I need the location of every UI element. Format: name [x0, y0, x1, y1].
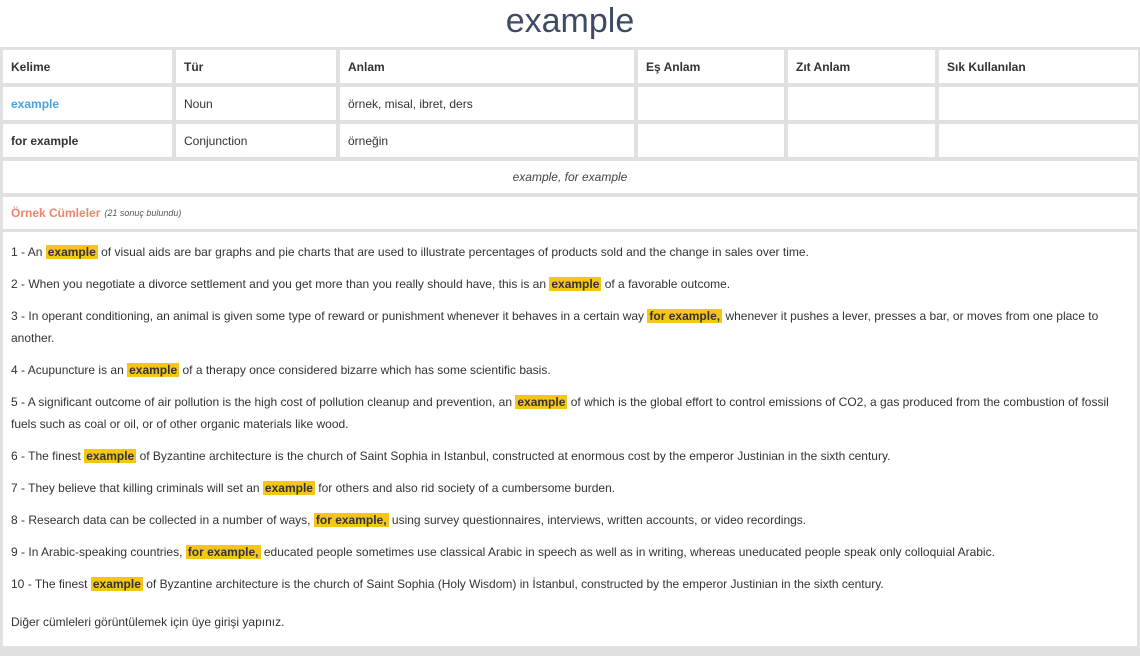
- meaning-cell: örneğin: [340, 124, 634, 157]
- common-cell: [939, 124, 1138, 157]
- highlighted-term: example: [517, 395, 566, 409]
- highlighted-term: example: [47, 245, 96, 259]
- header-type: Tür: [176, 50, 336, 83]
- sentence-text-before: The finest: [34, 577, 88, 591]
- highlighted-term: example: [129, 363, 178, 377]
- common-cell: [939, 87, 1138, 120]
- synonym-cell: [638, 124, 784, 157]
- header-synonym: Eş Anlam: [638, 50, 784, 83]
- sentence-number: 6: [11, 449, 18, 463]
- sentence-text-after: of which is the global effort to control emissions of CO2, a gas produced from the combustion of fossil fuels such as coal or oil, or of other organic materials like wood.: [11, 395, 1109, 431]
- antonym-cell: [788, 124, 935, 157]
- sentence-text-after: for others and also rid society of a cumbersome burden.: [318, 481, 616, 495]
- sentence-text-before: In Arabic-speaking countries,: [28, 545, 183, 559]
- highlighted-term: example: [264, 481, 313, 495]
- sentence-text-before: A significant outcome of air pollution is the high cost of pollution cleanup and prevention, an: [27, 395, 513, 409]
- word-link-example[interactable]: example: [3, 87, 172, 120]
- examples-count: (21 sonuç bulundu): [104, 208, 182, 218]
- sentence-text-before: They believe that killing criminals will set an: [28, 481, 260, 495]
- sentence-text-after: using survey questionnaires, interviews, written accounts, or video recordings.: [391, 513, 807, 527]
- type-cell: Conjunction: [176, 124, 336, 157]
- example-sentence: 5 - A significant outcome of air pollution is the high cost of pollution cleanup and prevention, an example of which is the global effort to control emissions of CO2, a gas produced from the combustion of fossil fuels such as coal or oil, or of other organic materials like wood.: [11, 395, 1109, 431]
- sentence-text-after: whenever it pushes a lever, presses a bar, or moves from one place to another.: [11, 309, 1099, 345]
- header-common: Sık Kullanılan: [939, 50, 1138, 83]
- sentence-number: 7: [11, 481, 18, 495]
- example-sentence: 10 - The finest example of Byzantine architecture is the church of Saint Sophia (Holy Wisdom) in İstanbul, constructed by the emperor Justinian in the sixth century.: [11, 577, 884, 591]
- example-sentence: 6 - The finest example of Byzantine architecture is the church of Saint Sophia in Istanbul, constructed at enormous cost by the emperor Justinian in the sixth century.: [11, 449, 891, 463]
- highlighted-term: example: [92, 577, 141, 591]
- word-summary: example, for example: [3, 161, 1137, 193]
- sentence-text-after: of Byzantine architecture is the church of Saint Sophia (Holy Wisdom) in İstanbul, constructed by the emperor Justinian in the sixth century.: [146, 577, 884, 591]
- highlighted-term: example: [551, 277, 600, 291]
- sentence-number: 5: [11, 395, 18, 409]
- sentence-text-before: In operant conditioning, an animal is given some type of reward or punishment whenever it behaves in a certain way: [28, 309, 645, 323]
- meaning-cell: örnek, misal, ibret, ders: [340, 87, 634, 120]
- example-sentence: 3 - In operant conditioning, an animal is given some type of reward or punishment whenever it behaves in a certain way for example, whenever it pushes a lever, presses a bar, or moves from one place to another.: [11, 309, 1099, 345]
- sentence-text-before: An: [27, 245, 43, 259]
- sentence-text-before: Research data can be collected in a number of ways,: [28, 513, 311, 527]
- sentence-text-after: of a favorable outcome.: [604, 277, 731, 291]
- sentence-list: [11, 241, 1129, 595]
- highlighted-term: for example,: [187, 545, 259, 559]
- example-sentence: 7 - They believe that killing criminals will set an example for others and also rid society of a cumbersome burden.: [11, 481, 616, 495]
- page-title: example: [505, 2, 635, 40]
- header-word: Kelime: [3, 50, 172, 83]
- sentence-number: 8: [11, 513, 18, 527]
- sentence-text-before: The finest: [28, 449, 81, 463]
- type-cell: Noun: [176, 87, 336, 120]
- word-cell-for-example: for example: [3, 124, 172, 157]
- dictionary-frame: [0, 47, 1140, 656]
- synonym-cell: [638, 87, 784, 120]
- sentence-text-after: of visual aids are bar graphs and pie charts that are used to illustrate percentages of products sold and the change in sales over time.: [101, 245, 809, 259]
- header-meaning: Anlam: [340, 50, 634, 83]
- antonym-cell: [788, 87, 935, 120]
- example-sentence: 8 - Research data can be collected in a number of ways, for example, using survey questionnaires, interviews, written accounts, or video recordings.: [11, 513, 807, 527]
- highlighted-term: for example,: [315, 513, 387, 527]
- examples-header: [3, 197, 1137, 229]
- sentence-number: 4: [11, 363, 18, 377]
- example-sentence: 2 - When you negotiate a divorce settlement and you get more than you really should have, this is an example of a favorable outcome.: [11, 277, 731, 291]
- sentence-number: 3: [11, 309, 18, 323]
- sentence-number: 1: [11, 245, 18, 259]
- example-sentence: 9 - In Arabic-speaking countries, for example, educated people sometimes use classical Arabic in speech as well as in writing, whereas uneducated people speak only colloquial Arabic.: [11, 545, 995, 559]
- highlighted-term: for example,: [649, 309, 721, 323]
- sentence-number: 10: [11, 577, 25, 591]
- sentence-text-after: of a therapy once considered bizarre which has some scientific basis.: [182, 363, 551, 377]
- sentence-text-after: educated people sometimes use classical Arabic in speech as well as in writing, whereas uneducated people speak only colloquial Arabic.: [263, 545, 995, 559]
- sentence-number: 9: [11, 545, 18, 559]
- sentence-text-before: When you negotiate a divorce settlement and you get more than you really should have, this is an: [28, 277, 546, 291]
- header-antonym: Zıt Anlam: [788, 50, 935, 83]
- example-sentence: 1 - An example of visual aids are bar graphs and pie charts that are used to illustrate percentages of products sold and the change in sales over time.: [11, 245, 809, 259]
- sentence-text-after: of Byzantine architecture is the church of Saint Sophia in Istanbul, constructed at enormous cost by the emperor Justinian in the sixth century.: [139, 449, 891, 463]
- sentence-text-before: Acupuncture is an: [27, 363, 124, 377]
- examples-heading: Örnek Cümleler: [11, 206, 101, 220]
- example-sentence: 4 - Acupuncture is an example of a therapy once considered bizarre which has some scientific basis.: [11, 363, 551, 377]
- sentence-number: 2: [11, 277, 18, 291]
- word-table: [3, 50, 1137, 161]
- example-sentences: [3, 232, 1137, 646]
- login-prompt: Diğer cümleleri görüntülemek için üye girişi yapınız.: [11, 615, 285, 629]
- highlighted-term: example: [86, 449, 135, 463]
